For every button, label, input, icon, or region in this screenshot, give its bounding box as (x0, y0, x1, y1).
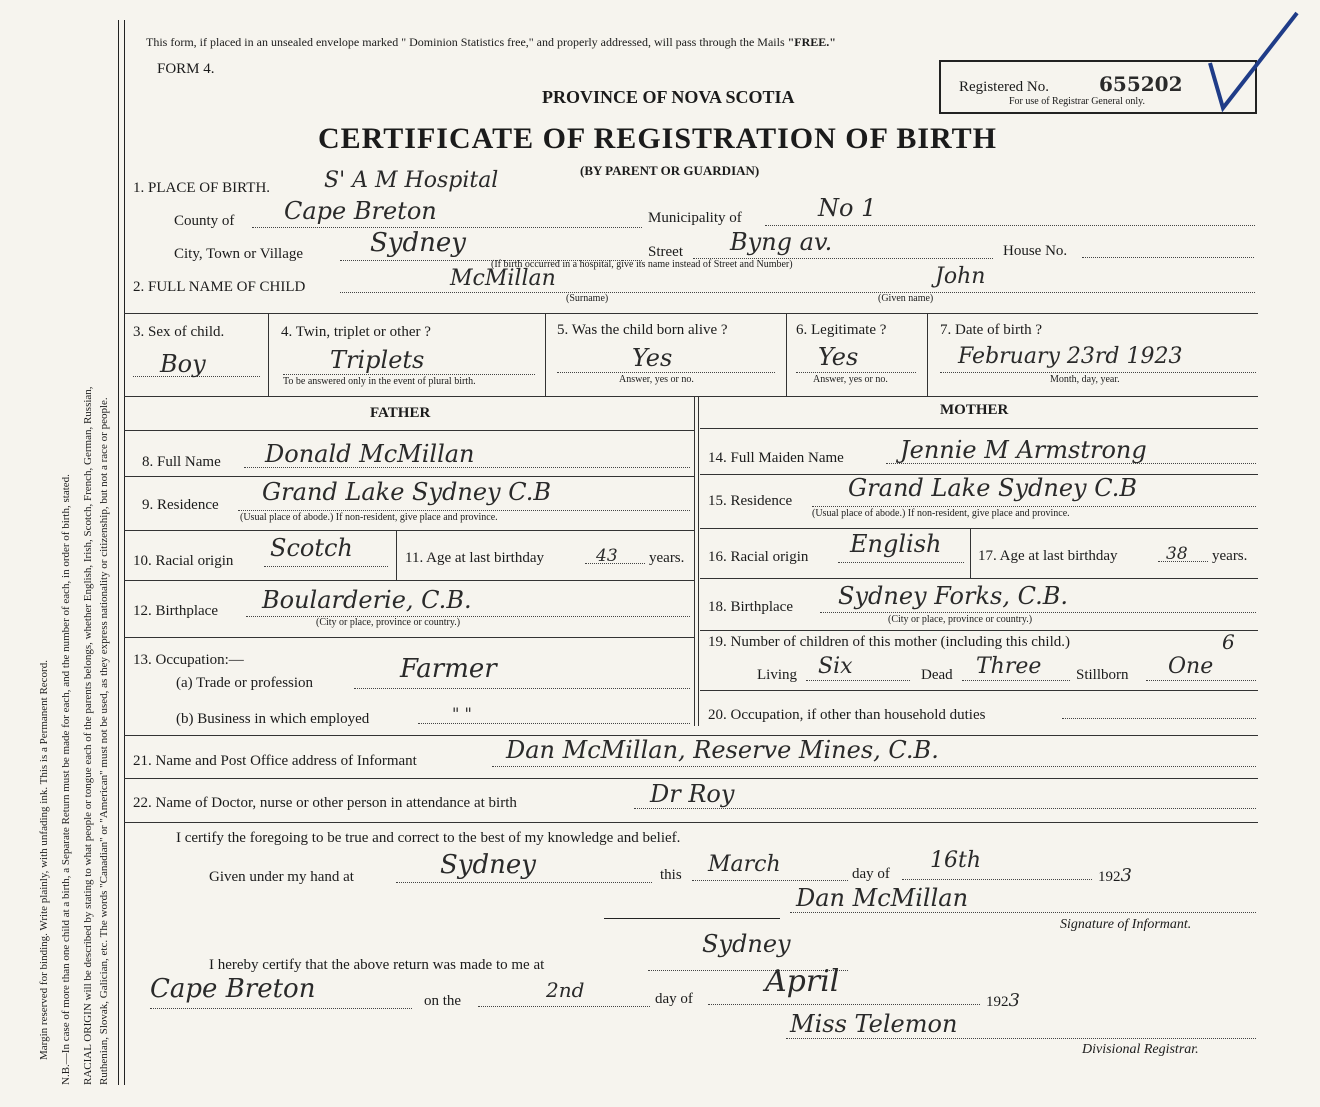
rule-bottom-row3 (124, 396, 1258, 397)
this-line (692, 880, 848, 881)
surname-note: (Surname) (566, 293, 609, 304)
province-heading: PROVINCE OF NOVA SCOTIA (542, 87, 795, 107)
municipality-line (765, 225, 1255, 226)
on-the-label: on the (424, 993, 462, 1009)
house-line (1082, 257, 1254, 258)
given-place-line (396, 882, 652, 883)
form-number: FORM 4. (157, 61, 215, 77)
registrar-place: Sydney (702, 930, 791, 958)
mother-age-label: 17. Age at last birthday (978, 548, 1118, 564)
divider (927, 313, 928, 396)
registrar-day-of: day of (655, 991, 693, 1007)
informant-label: 21. Name and Post Office address of Informant (133, 753, 417, 769)
margin-note-4: Ruthenian, Slovak, Galician, etc. The words "Canadian" or "American" must not be used, as they express nationality or citizenship, but not a race or people. (98, 397, 110, 1085)
margin-rule-2 (124, 20, 125, 1085)
rule (700, 428, 1258, 429)
margin-note-3: RACIAL ORIGIN will be described by stating to what people or tongue each of the parents belongs, whether English, Irish, Scotch, French, German, Russian, (82, 386, 94, 1085)
county-value: Cape Breton (284, 197, 437, 225)
on-the-line (478, 1006, 650, 1007)
signature-line-left (604, 918, 780, 919)
divider (268, 313, 269, 396)
stillborn-label: Stillborn (1076, 667, 1129, 683)
twin-line (283, 374, 535, 375)
mother-birthplace-value: Sydney Forks, C.B. (838, 582, 1068, 610)
alive-note: Answer, yes or no. (619, 374, 694, 385)
mother-residence-line (812, 506, 1256, 507)
alive-line (557, 372, 775, 373)
mother-children-label: 19. Number of children of this mother (including this child.) (708, 634, 1071, 650)
informant-signature: Dan McMillan (796, 884, 969, 912)
city-value: Sydney (370, 228, 466, 258)
mother-heading: MOTHER (940, 402, 1009, 418)
check-mark-icon (1205, 8, 1305, 118)
informant-line (492, 766, 1256, 767)
doctor-label: 22. Name of Doctor, nurse or other person in attendance at birth (133, 795, 517, 811)
rule (124, 822, 1258, 823)
rule (124, 530, 694, 531)
mother-residence-label: 15. Residence (708, 493, 793, 509)
father-race-label: 10. Racial origin (133, 553, 234, 569)
rule (124, 476, 694, 477)
dob-label: 7. Date of birth ? (940, 322, 1043, 338)
sex-label: 3. Sex of child. (133, 324, 225, 340)
registrar-signature-line (786, 1038, 1256, 1039)
father-heading: FATHER (370, 405, 431, 421)
father-business-value: " " (452, 704, 472, 723)
mail-notice: This form, if placed in an unsealed envelope marked " Dominion Statistics free," and properly addressed, will pass through the Mails "FREE." (146, 35, 836, 49)
dob-line (940, 372, 1256, 373)
living-line (806, 680, 910, 681)
rule-top-row3 (124, 313, 1258, 314)
registrar-county-line (150, 1008, 412, 1009)
mother-residence-note: (Usual place of abode.) If non-resident, give place and province. (812, 508, 1070, 519)
stillborn-value: One (1168, 654, 1214, 679)
mother-occupation-label: 20. Occupation, if other than household duties (708, 707, 986, 723)
mother-birthplace-line (820, 612, 1256, 613)
legitimate-note: Answer, yes or no. (813, 374, 888, 385)
mother-race-line (838, 562, 964, 563)
father-trade-value: Farmer (400, 654, 497, 684)
dead-line (962, 680, 1070, 681)
dead-label: Dead (921, 667, 953, 683)
father-residence-value: Grand Lake Sydney C.B (262, 478, 552, 506)
given-place-value: Sydney (440, 850, 536, 880)
father-name-label: 8. Full Name (142, 454, 221, 470)
place-of-birth-value: S' A M Hospital (324, 168, 499, 193)
this-value: March (708, 852, 781, 877)
child-given-name: John (935, 264, 986, 289)
street-value: Byng av. (730, 228, 833, 256)
twin-value: Triplets (330, 346, 425, 374)
registrar-text: I hereby certify that the above return was made to me at (209, 957, 545, 973)
father-age-value: 43 (596, 546, 618, 566)
day-of-label: day of (852, 866, 890, 882)
house-label: House No. (1003, 243, 1068, 259)
day-of-value: 16th (930, 848, 982, 873)
father-birthplace-value: Boularderie, C.B. (262, 586, 472, 614)
place-of-birth-label: 1. PLACE OF BIRTH. (133, 180, 271, 196)
registrar-signature: Miss Telemon (790, 1010, 958, 1038)
rule (700, 630, 1258, 631)
mother-race-label: 16. Racial origin (708, 549, 809, 565)
father-race-line (264, 566, 388, 567)
legitimate-value: Yes (818, 343, 859, 371)
registrar-caption: Divisional Registrar. (1082, 1042, 1199, 1057)
divider (786, 313, 787, 396)
father-birthplace-note: (City or place, province or country.) (316, 617, 461, 628)
father-residence-note: (Usual place of abode.) If non-resident, give place and province. (240, 512, 498, 523)
certify-text: I certify the foregoing to be true and correct to the best of my knowledge and belief. (176, 830, 681, 846)
city-label: City, Town or Village (174, 246, 304, 262)
registrar-month-line (708, 1004, 980, 1005)
living-value: Six (818, 654, 853, 679)
stillborn-line (1146, 680, 1256, 681)
legitimate-label: 6. Legitimate ? (796, 322, 887, 338)
hospital-note: (If birth occurred in a hospital, give its name instead of Street and Number) (491, 259, 793, 270)
given-name-note: (Given name) (878, 293, 934, 304)
mother-age-years: years. (1212, 548, 1248, 564)
rule (700, 578, 1258, 579)
street-label: Street (648, 244, 683, 260)
county-label: County of (174, 213, 235, 229)
father-business-label: (b) Business in which employed (176, 711, 370, 727)
mother-name-value: Jennie M Armstrong (900, 436, 1147, 464)
municipality-value: No 1 (818, 194, 877, 222)
dead-value: Three (976, 654, 1042, 679)
mother-name-label: 14. Full Maiden Name (708, 450, 844, 466)
living-label: Living (757, 667, 797, 683)
registrar-month: April (765, 964, 840, 999)
father-birthplace-line (246, 616, 690, 617)
child-name-line (340, 292, 1255, 293)
mother-occupation-line (1062, 718, 1256, 719)
margin-note-1: Margin reserved for binding. Write plainly, with unfading ink. This is a Permanent Record. (38, 660, 50, 1060)
informant-value: Dan McMillan, Reserve Mines, C.B. (506, 736, 939, 764)
rule (700, 528, 1258, 529)
rule (124, 778, 1258, 779)
mother-residence-value: Grand Lake Sydney C.B (848, 474, 1138, 502)
mother-birthplace-note: (City or place, province or country.) (888, 614, 1033, 625)
parent-column-divider (694, 396, 695, 726)
signature-line (790, 912, 1256, 913)
registered-number: 655202 (1099, 72, 1183, 96)
father-age-years: years. (649, 550, 685, 566)
divider (970, 528, 971, 578)
father-trade-line (354, 688, 690, 689)
dob-value: February 23rd 1923 (958, 344, 1183, 369)
alive-label: 5. Was the child born alive ? (557, 322, 728, 338)
parent-column-divider-2 (698, 396, 699, 726)
given-label: Given under my hand at (209, 869, 354, 885)
certificate-subtitle: (BY PARENT OR GUARDIAN) (580, 163, 760, 178)
father-name-value: Donald McMillan (265, 440, 475, 468)
father-residence-label: 9. Residence (142, 497, 219, 513)
father-age-label: 11. Age at last birthday (405, 550, 544, 566)
margin-rule (118, 20, 119, 1085)
divider (545, 313, 546, 396)
father-occupation-label: 13. Occupation:— (133, 652, 244, 668)
sex-value: Boy (160, 350, 206, 378)
registrar-only-note: For use of Registrar General only. (1009, 96, 1145, 107)
rule (700, 690, 1258, 691)
child-surname: McMillan (450, 266, 556, 291)
day-of-line (902, 879, 1092, 880)
legitimate-line (796, 372, 916, 373)
alive-value: Yes (632, 344, 673, 372)
father-business-line (418, 723, 690, 724)
mother-race-value: English (850, 530, 942, 558)
father-race-value: Scotch (270, 534, 353, 562)
municipality-label: Municipality of (648, 210, 742, 226)
this-label: this (660, 867, 682, 883)
cert-year: 1923 (1098, 865, 1132, 886)
mother-birthplace-label: 18. Birthplace (708, 599, 793, 615)
mother-age-value: 38 (1166, 544, 1188, 564)
father-trade-label: (a) Trade or profession (176, 675, 314, 691)
margin-note-2: N.B.—In case of more than one child at a birth, a Separate Return must be made for each, and the number of each, in order of birth, stated. (60, 474, 72, 1085)
doctor-value: Dr Roy (650, 780, 735, 808)
mother-children-total: 6 (1222, 630, 1235, 654)
certificate-title: CERTIFICATE OF REGISTRATION OF BIRTH (318, 122, 997, 155)
twin-note: To be answered only in the event of plural birth. (283, 376, 476, 387)
rule (124, 580, 694, 581)
registrar-year: 1923 (986, 990, 1020, 1011)
child-name-label: 2. FULL NAME OF CHILD (133, 279, 306, 295)
registered-label: Registered No. (959, 79, 1049, 95)
divider (396, 530, 397, 580)
doctor-line (634, 808, 1256, 809)
father-birthplace-label: 12. Birthplace (133, 603, 218, 619)
dob-note: Month, day, year. (1050, 374, 1120, 385)
twin-label: 4. Twin, triplet or other ? (281, 324, 431, 340)
registrar-county: Cape Breton (150, 974, 316, 1004)
rule (124, 637, 694, 638)
signature-caption: Signature of Informant. (1060, 917, 1192, 932)
father-residence-line (238, 510, 690, 511)
registrar-day: 2nd (546, 978, 585, 1002)
rule (124, 430, 694, 431)
